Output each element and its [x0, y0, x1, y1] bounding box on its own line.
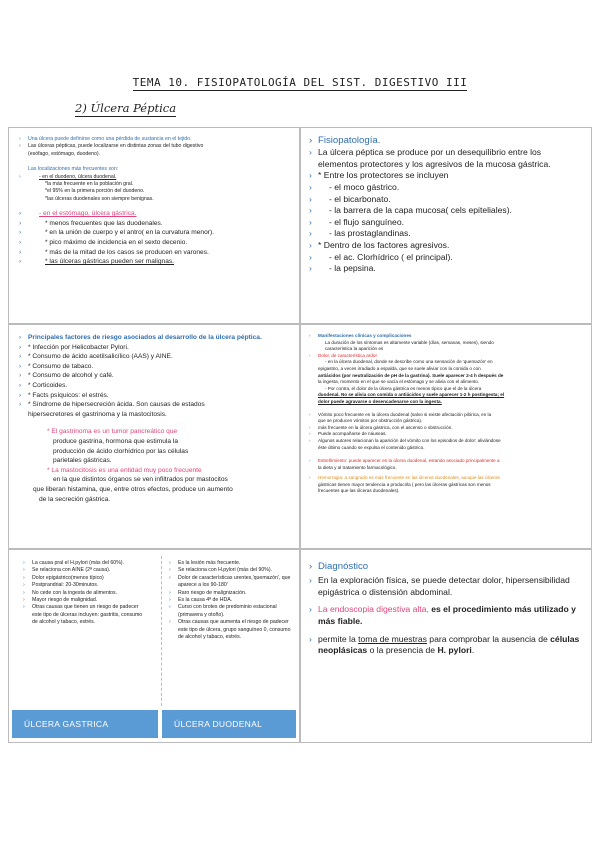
list-item: la dieta y al tratamiento farmacológico. [318, 464, 397, 470]
fisiopatologia-cell [300, 127, 592, 324]
duodenal-ulcer-label: ÚLCERA DUODENAL [162, 710, 296, 738]
list-item: › * Entre los protectores se incluyen [309, 170, 583, 182]
list-item: › Postprandrial: 20-30minutos. [23, 582, 149, 589]
list-item: › - en el estómago, úlcera gástrica. [19, 209, 293, 219]
list-item: › más frecuente en la úlcera gástrica, con el ascenso o obstrucción. [309, 425, 585, 432]
list-item: › Otras causas que tienen un riesgo de padecer este tipo de úlceras incluyen: gastritis, consumo de alcohol y tabaco, estrés. [23, 604, 149, 626]
list-item: › Curso con brotes de predominio estacional (primavera y otoño). [169, 604, 293, 619]
definition-cell [8, 127, 300, 324]
mastocitosis-note: que liberan histamina, que, entre otros efectos, produce un aumento de la secreción gástrica. [33, 485, 233, 503]
ulcer-comparison-cell [8, 549, 300, 743]
list-item: que se producen vómitos por obstrucción gástrica). [318, 418, 423, 424]
list-item: (esófago, estómago, duodeno). [28, 150, 101, 157]
list-item: › - la barrera de la capa mucosa( cels epiteliales). [309, 205, 583, 217]
gastrinoma-note: * El gastrinoma es un tumor pancreático que produce gastrina, hormona que estimula la producción de ácido clorhídrico por las células parietales gástricas. * La mastocitosis es una entidad muy poco frecuente en la que distintos órganos se ven infiltrados por mastocitos [47, 428, 228, 484]
list-item: › Vómito poco frecuente en la úlcera duodenal (salvo si existe afectación pilórica, en la [309, 412, 585, 419]
list-item: › - en el duodeno, úlcera duodenal. [19, 174, 293, 181]
list-item: › permite la toma de muestras para comprobar la ausencia de células neoplásicas o la presencia de H. pylori. [309, 634, 583, 657]
list-item: › Estreñimiento: puede aparecer en la úlcera duodenal, estando asociado principalmente a [309, 458, 585, 465]
clinical-manifestations-cell [300, 324, 592, 549]
list-item: › Es la causa 4ª de HDA. [169, 597, 293, 604]
list-item: › Otras causas que aumenta el riesgo de padecer este tipo de úlcera, grupo sanguíneo 0, consumo de alcohol y tabaco, estrés. [169, 619, 293, 641]
list-item: › Dolor epigástrico(menos típico) [23, 575, 149, 582]
section-subtitle: 2) Úlcera Péptica [75, 101, 177, 115]
list-item: duodenal. No se alivia con comida o antiácidos y suele aparecer 1-2 h postingesta; el [318, 392, 505, 398]
list-item: frecuentes que las úlceras duodenales). [318, 488, 400, 494]
list-item: › Mayor riesgo de malignidad. [23, 597, 149, 604]
list-item: › La endoscopia digestiva alta, es el procedimiento más utilizado y más fiable. [309, 604, 583, 627]
gastric-ulcer-label: ÚLCERA GASTRICA [12, 710, 158, 738]
list-item: epigastrio, a veces irradiado a espalda, que se suele aliviar con la comida o con [318, 365, 481, 371]
list-item: › En la exploración física, se puede detectar dolor, hipersensibilidad epigástrica o distensión abdominal. [309, 575, 583, 598]
diagnosis-cell [300, 549, 592, 743]
list-item: › * las úlceras gástricas pueden ser malignas. [19, 257, 293, 267]
list-item: gástricas tienen mayor tendencia a producirla ( pero las úlceras gástricas son menos [318, 481, 491, 487]
list-item: › Diagnóstico [309, 560, 583, 573]
list-item: › * Infección por Helicobacter Pylori. [19, 343, 293, 353]
list-item: › * pico máximo de incidencia en el sexto decenio. [19, 238, 293, 248]
list-item: *el 95% en la primera porción del duodeno. [45, 188, 145, 195]
list-item: › * Síndrome de hipersecreción ácida. Son causas de estados [19, 400, 293, 410]
list-item: › - el flujo sanguíneo. [309, 217, 583, 229]
list-item: *la más frecuente en la población gral. [45, 181, 134, 188]
list-item: › Dolor, de característica ardor [309, 353, 585, 360]
list-item: › Hemorragia: a sangrado es más frecuente en las úlceras duodenales, aunque las úlceras [309, 475, 585, 482]
list-item: › La causa pral el H.pylori (más del 60%). [23, 560, 149, 567]
list-item: antiácidos (por neutralización de pH de la gastrina). Suele aparecer 2-4 h después de [318, 372, 504, 378]
list-item: › * Consumo de alcohol y café. [19, 371, 293, 381]
list-item: - Por contra, el dolor de la úlcera gástrica es menos típico que el de la úlcera [325, 385, 482, 391]
list-item: › Raro riesgo de malignización. [169, 590, 293, 597]
list-item: › * más de la mitad de los casos se producen en varones. [19, 248, 293, 258]
list-item: › La úlcera péptica se produce por un desequilibrio entre los elementos protectores y los agresivos de la mucosa gástrica. [309, 147, 583, 170]
duodenal-ulcer-list [169, 560, 293, 641]
list-item: › * Facts psíquicos: el estrés. [19, 391, 293, 401]
list-item: › Se relaciona con H.pylori (más del 90%). [169, 567, 293, 574]
list-item: › * Dentro de los factores agresivos. [309, 240, 583, 252]
list-item: › Fisiopatología. [309, 134, 583, 147]
list-item: › Algunos autores relacionan la aparición del vómito con los episodios de dolor: aliviándose [309, 438, 585, 445]
list-item: éste último cuando se expulsa el contenido gástrico. [318, 444, 425, 450]
list-item: › Dolor de características urentes,'quemazón', que aparece a los 90-180' [169, 575, 293, 590]
list-item: hipersecretores el gastrinoma y la mastocitosis. [28, 410, 167, 418]
list-item: › - la pepsina. [309, 263, 583, 275]
list-item: › Se relaciona con AINE (2ª causa). [23, 567, 149, 574]
list-item: › - el moco gástrico. [309, 182, 583, 194]
list-item: › Principales factores de riesgo asociados al desarrollo de la úlcera péptica. [19, 333, 293, 343]
list-item: › - el ac. Clorhídrico ( el principal). [309, 252, 583, 264]
list-item: › * Consumo de ácido acetilsalicílico (AAS) y AINE. [19, 352, 293, 362]
list-item: › * en la unión de cuerpo y el antro( en la curvatura menor). [19, 228, 293, 238]
list-item: › Es la lesión más frecuente. [169, 560, 293, 567]
list-item: La duración de los síntomas es altamente variable (días, semanas, meses), siendo [325, 339, 494, 345]
risk-factors-cell [8, 324, 300, 549]
list-item: › Manifestaciones clínicas y complicaciones [309, 333, 585, 340]
list-item: › Las úlceras pépticas, puede localizarse en distintas zonas del tubo digestivo [19, 143, 293, 150]
list-item: dolor puede agravarse o desencadenarse con la ingesta. [318, 398, 442, 404]
list-item: › * menos frecuentes que las duodenales. [19, 219, 293, 229]
list-item: característica la aparición es [325, 346, 384, 352]
list-item: › Una úlcera puede definirse como una pérdida de sustancia en el tejido. [19, 136, 293, 143]
gastric-ulcer-list [23, 560, 149, 627]
list-item: › No cede con la ingesta de alimentos. [23, 590, 149, 597]
document-title: TEMA 10. FISIOPATOLOGÍA DEL SIST. DIGESTIVO III [132, 76, 468, 89]
list-item: › - el bicarbonato. [309, 194, 583, 206]
list-item: › Puede acompañarse de náuseas. [309, 431, 585, 438]
column-divider [161, 556, 162, 706]
list-item: *las úlceras duodenales son siempre benignas. [45, 195, 154, 202]
list-item: - en la úlcera duodenal, donde se describe como una sensación de 'quemazón' en [325, 359, 493, 365]
list-item: › * Corticoides. [19, 381, 293, 391]
list-item: Las localizaciones más frecuentes son: [28, 166, 119, 173]
list-item: › - las prostaglandinas. [309, 228, 583, 240]
list-item: la ingesta, momento en el que se vacía el estómago y se alivia con el alimento. [318, 379, 480, 385]
list-item: › * Consumo de tabaco. [19, 362, 293, 372]
